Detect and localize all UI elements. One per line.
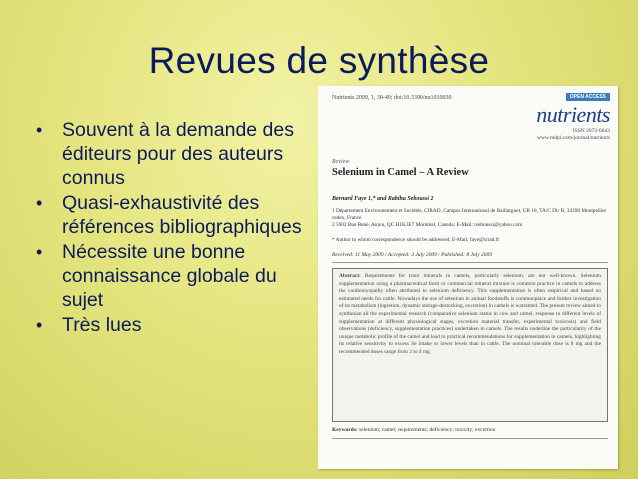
bullet-item (32, 240, 317, 312)
bullet-text: Très lues (62, 314, 142, 336)
paper-affiliation: 1 Département Environnement et Sociétés, CIRAD, Campus International de Baillarguet, UR 18, TA/C Dir B, 34398 Montpellier cedex, France (332, 208, 607, 221)
bullet-item (32, 118, 317, 190)
paper-abstract (332, 268, 608, 422)
bullet-item (32, 191, 317, 239)
paper-title: Selenium in Camel – A Review (332, 167, 469, 178)
bullet-dot-icon: • (36, 242, 43, 262)
paper-correspondence: * Author to whom correspondence should be addressed; E-Mail: faye@cirad.fr (332, 237, 500, 243)
journal-logo: nutrients (536, 102, 610, 127)
paper-keywords (332, 427, 495, 433)
paper-divider (332, 262, 608, 263)
abstract-text: Requirements for trace minerals in camels, particularly selenium, are not well-known. Selenium supplementation using a pharmaceutical form or commercial mineral mixture is common practice in camels to address the cardiomyopathy often attributed to selenium deficiency. This supplementation is often empirical and based on estimated needs for cattle. Nowadays the use of selenium in animal foodstuffs is commonplace and further investigation of its metabolism (ingestion, dynamic storage-destocking, excretion) in camels is warranted. The present review aimed to synthesize all the experimental research (comparative selenium status in cow and camel, response to different levels of supplementation at different physiological stages, excretion material transfer, experimental toxicosis) and field observations (deficiency, supplementation practices) undertaken in camels. The results underline the particularity of the unique metabolic profile of the camel and lead to practical recommendations for supplementation in camels, highlighting its relative sensitivity to excess Se intake or lower levels than in cattle. The nominal tolerable dose is 8 mg and the recommended doses range from 2 to 4 mg. (339, 273, 601, 355)
paper-affiliation: 2 5902 Rue René, Anjou, QC H1K3E7 Montréal, Canada; E-Mail: rseboussi@yahoo.com (332, 222, 523, 228)
bullet-list (32, 118, 317, 338)
paper-type: Review (332, 159, 350, 165)
paper-url: www.mdpi.com/journal/nutrients (537, 135, 610, 141)
bullet-text: Souvent à la demande des éditeurs pour des auteurs connus (62, 119, 295, 189)
slide-title: Revues de synthèse (148, 40, 490, 81)
bullet-dot-icon: • (36, 193, 43, 213)
paper-divider (332, 438, 608, 439)
bullet-item (32, 313, 317, 337)
bullet-text: Quasi-exhaustivité des références bibliographiques (62, 192, 302, 238)
open-access-badge: OPEN ACCESS (566, 93, 610, 101)
bullet-dot-icon: • (36, 315, 43, 335)
keywords-label: Keywords: (332, 427, 358, 433)
paper-image (318, 86, 618, 469)
bullet-text: Nécessite une bonne connaissance globale du sujet (62, 241, 277, 311)
paper-issn: ISSN 2072-6643 (572, 128, 610, 134)
paper-authors: Bernard Faye 1,* and Rabiha Seboussi 2 (332, 196, 434, 202)
abstract-label: Abstract: (339, 273, 361, 279)
keywords-text: selenium; camel; requirements; deficiency; toxicity; excretion (359, 427, 496, 433)
paper-citation: Nutrients 2009, 1, 30-49; doi:10.3390/nu1010030 (332, 95, 452, 101)
bullet-dot-icon: • (36, 120, 43, 140)
paper-dates: Received: 11 May 2009 / Accepted: 3 July 2009 / Published: 8 July 2009 (332, 252, 493, 258)
